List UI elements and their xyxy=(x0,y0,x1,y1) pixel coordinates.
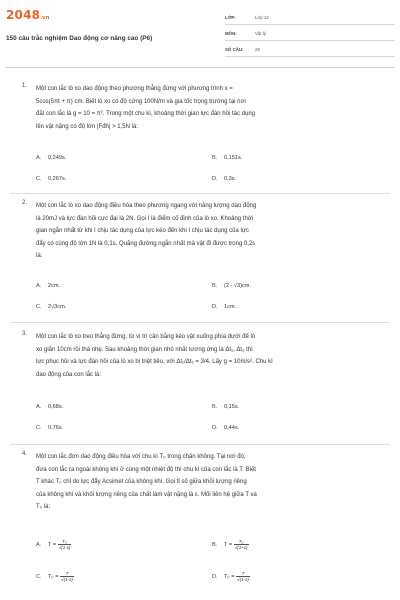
logo-suffix: .vn xyxy=(40,15,50,21)
question-line: gian ngắn nhất từ khi I chịu tác dụng của lực kéo đến khi I chịu tác dụng của lực xyxy=(36,228,249,235)
option-d[interactable] xyxy=(212,176,236,182)
question-line: của không khí và khối lượng riêng của chất làm vật nặng là ε. Mối liên hệ giữa T và xyxy=(36,491,257,498)
fraction-numerator: T xyxy=(60,571,74,577)
question-line: đẩy có cùng độ lớn 1N là 0,1s. Quãng đường ngắn nhất mà vật đi được trong 0,2s xyxy=(36,240,256,247)
question-line: T khác T₀ chỉ do lực đẩy Acsimet của không khí. Gọi tỉ số giữa khối lượng riêng xyxy=(36,479,247,486)
question-text xyxy=(36,83,386,133)
option-c[interactable] xyxy=(36,571,74,582)
formula-lhs: T₀ = xyxy=(48,573,59,580)
question-line: 5cos(5πt + π) cm. Biết lò xo có độ cứng 100N/m và gia tốc trọng trường tại nơi xyxy=(36,98,246,105)
fraction-numerator: T₀ xyxy=(58,539,72,545)
document-meta xyxy=(225,13,395,61)
meta-row-subject xyxy=(225,29,395,41)
question-line: Một con lắc đơn dao động điều hòa với chu kì T₀ trong chân không. Tại nơi đó, xyxy=(36,454,246,460)
option-a[interactable] xyxy=(36,283,60,289)
document-header xyxy=(0,0,400,70)
option-c[interactable] xyxy=(36,176,66,182)
option-text: 2√3cm. xyxy=(48,304,67,310)
option-letter: B. xyxy=(212,283,218,289)
meta-value: Lớp 12 xyxy=(255,15,269,20)
option-text: 0,15s. xyxy=(224,404,240,410)
question-line: Một con lắc lò xo treo thẳng đứng, từ vị trí cân bằng kéo vật xuống phía dưới để lò xyxy=(36,334,256,340)
question-number: 1. xyxy=(22,83,28,89)
option-letter: B. xyxy=(212,541,218,548)
header-divider xyxy=(6,67,394,68)
question-number: 3. xyxy=(22,331,28,337)
option-a[interactable] xyxy=(36,539,71,550)
formula-fraction xyxy=(234,539,249,550)
question-line: dao động của con lắc là: xyxy=(36,371,102,378)
formula-fraction xyxy=(60,571,74,582)
option-b[interactable] xyxy=(212,283,251,289)
option-b[interactable] xyxy=(212,155,242,161)
meta-row-count xyxy=(225,45,395,57)
formula-fraction xyxy=(58,539,72,550)
option-letter: D. xyxy=(212,573,218,580)
fraction-denominator: √(1+ε) xyxy=(234,545,248,550)
question-line: lực phục hồi và lực đàn hồi của lò xo bị triệt tiêu, với Δt₁/Δt₂ = 3/4. Lấy g = 10m/s². Chu kì xyxy=(36,359,273,366)
option-text: 0,44s. xyxy=(224,425,240,431)
logo-text: 2048 xyxy=(6,8,41,22)
question-line: là 20mJ và lực đàn hồi cực đại là 2N. Gọi I là điểm cố định của lò xo. Khoảng thời xyxy=(36,215,254,222)
option-text: 0,68s. xyxy=(48,404,64,410)
question-text xyxy=(36,451,386,514)
question-number: 2. xyxy=(22,200,28,206)
question-line: là: xyxy=(36,253,43,260)
option-a[interactable] xyxy=(36,404,63,410)
meta-label: SỐ CÂU: xyxy=(225,47,244,52)
option-letter: C. xyxy=(36,425,42,431)
meta-label: MÔN: xyxy=(225,31,237,36)
option-text: 0,76s. xyxy=(48,425,64,431)
question-separator xyxy=(10,193,390,194)
option-text: 0,151s. xyxy=(224,155,243,161)
formula-lhs: T = xyxy=(224,541,233,548)
question-line: T₀ là: xyxy=(36,504,51,511)
option-text: 2cm. xyxy=(48,283,61,289)
option-letter: C. xyxy=(36,304,42,310)
meta-value: 25 xyxy=(255,47,260,52)
option-letter: D. xyxy=(212,304,218,310)
question-line: đưa con lắc ra ngoài không khí ở cùng một nhiệt độ thì chu kì của con lắc là T. Biết xyxy=(36,466,256,473)
fraction-denominator: √(1-ε) xyxy=(58,545,71,550)
option-c[interactable] xyxy=(36,425,63,431)
question-line: Một con lắc lò xo dao động điều hòa theo phương ngang với năng lượng dao động xyxy=(36,203,257,209)
option-d[interactable] xyxy=(212,304,236,310)
fraction-denominator: √(1-ε) xyxy=(237,577,249,582)
option-letter: B. xyxy=(212,404,218,410)
option-letter: A. xyxy=(36,155,42,161)
option-text: (2 - √3)cm. xyxy=(224,283,251,289)
fraction-numerator: T xyxy=(236,571,250,577)
meta-row-class xyxy=(225,13,395,25)
option-letter: C. xyxy=(36,573,42,580)
question-line: Một con lắc lò xo dao động theo phương thẳng đứng với phương trình x = xyxy=(36,86,233,92)
fraction-numerator: T₀ xyxy=(234,539,249,545)
fraction-denominator: √(1-ε) xyxy=(61,577,73,582)
option-text: 0,249s. xyxy=(48,155,67,161)
question-text xyxy=(36,331,386,381)
option-letter: A. xyxy=(36,541,42,548)
option-d[interactable] xyxy=(212,571,250,582)
formula-lhs: T = xyxy=(48,541,57,548)
formula-fraction xyxy=(236,571,250,582)
question-separator xyxy=(10,444,390,445)
document-title: 150 câu trắc nghiệm Dao động cơ nâng cao (P6) xyxy=(6,35,153,42)
option-letter: D. xyxy=(212,176,218,182)
formula-lhs: T₀ = xyxy=(224,573,235,580)
option-letter: A. xyxy=(36,404,42,410)
question-line: lên vật nặng có độ lớn |Fđh| > 1,5N là: xyxy=(36,123,138,130)
question-line: đặt con lắc là g = 10 = π². Trong một chu kì, khoảng thời gian lực đàn hồi tác dụng xyxy=(36,111,255,118)
site-logo[interactable] xyxy=(6,8,50,22)
option-d[interactable] xyxy=(212,425,239,431)
option-letter: C. xyxy=(36,176,42,182)
option-text: 0,267s. xyxy=(48,176,67,182)
option-b[interactable] xyxy=(212,539,249,550)
question-separator xyxy=(10,322,390,323)
option-c[interactable] xyxy=(36,304,66,310)
question-line: xo giãn 10cm rồi thả nhẹ. Sau khoảng thời gian nhỏ nhất tương ứng là Δt₁, Δt₂ thì xyxy=(36,346,253,353)
option-letter: D. xyxy=(212,425,218,431)
meta-value: Vật lý xyxy=(255,31,266,36)
option-letter: B. xyxy=(212,155,218,161)
option-a[interactable] xyxy=(36,155,66,161)
option-text: 0,3s. xyxy=(224,176,237,182)
meta-label: LỚP: xyxy=(225,15,236,20)
question-number: 4. xyxy=(22,451,28,457)
question-text xyxy=(36,200,386,263)
option-letter: A. xyxy=(36,283,42,289)
option-b[interactable] xyxy=(212,404,239,410)
option-text: 1cm. xyxy=(224,304,237,310)
